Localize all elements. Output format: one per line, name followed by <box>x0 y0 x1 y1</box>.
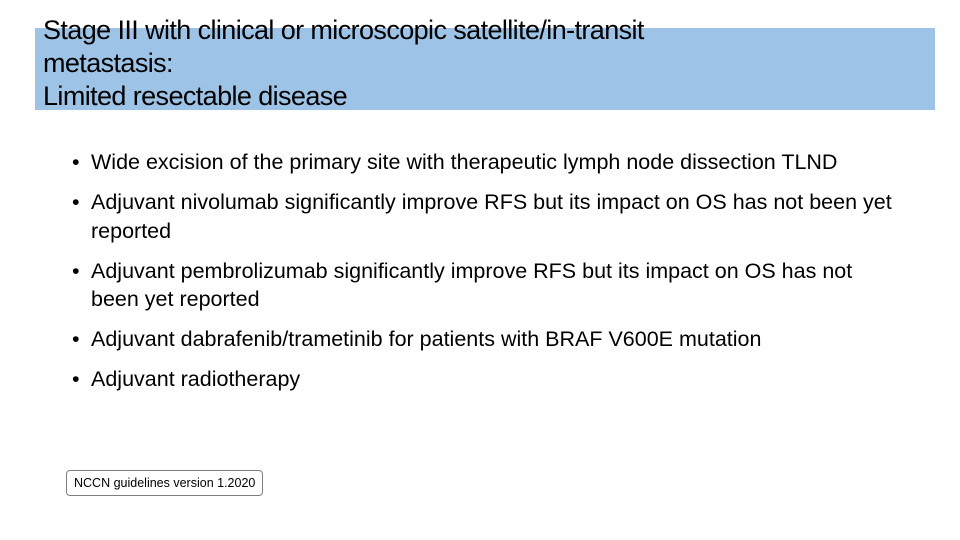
bullet-dot: • <box>72 327 80 351</box>
source-citation-label: NCCN guidelines version 1.2020 <box>74 476 256 490</box>
bullet-text: Adjuvant radiotherapy <box>91 367 301 391</box>
slide-title <box>43 14 923 113</box>
bullet-text: Adjuvant nivolumab significantly improve RFS but its impact on OS has not been yet reported <box>91 190 892 243</box>
bullet-item <box>72 148 892 177</box>
bullet-dot: • <box>72 367 80 391</box>
bullet-dot: • <box>72 150 80 174</box>
title-line-1: Stage III with clinical or microscopic satellite/in-transit <box>43 15 644 45</box>
source-citation-box <box>66 470 263 496</box>
bullet-item <box>72 325 892 354</box>
bullet-item <box>72 365 892 394</box>
bullet-text: Adjuvant dabrafenib/trametinib for patients with BRAF V600E mutation <box>91 327 762 351</box>
bullet-text: Wide excision of the primary site with therapeutic lymph node dissection TLND <box>91 150 838 174</box>
bullet-dot: • <box>72 190 80 214</box>
bullet-item <box>72 188 892 245</box>
bullet-text: Adjuvant pembrolizumab significantly improve RFS but its impact on OS has not been yet reported <box>91 258 853 311</box>
bullet-dot: • <box>72 258 80 283</box>
bullet-list <box>72 148 892 405</box>
title-line-3: Limited resectable disease <box>43 81 348 111</box>
title-line-2: metastasis: <box>43 48 173 78</box>
bullet-item <box>72 257 892 314</box>
